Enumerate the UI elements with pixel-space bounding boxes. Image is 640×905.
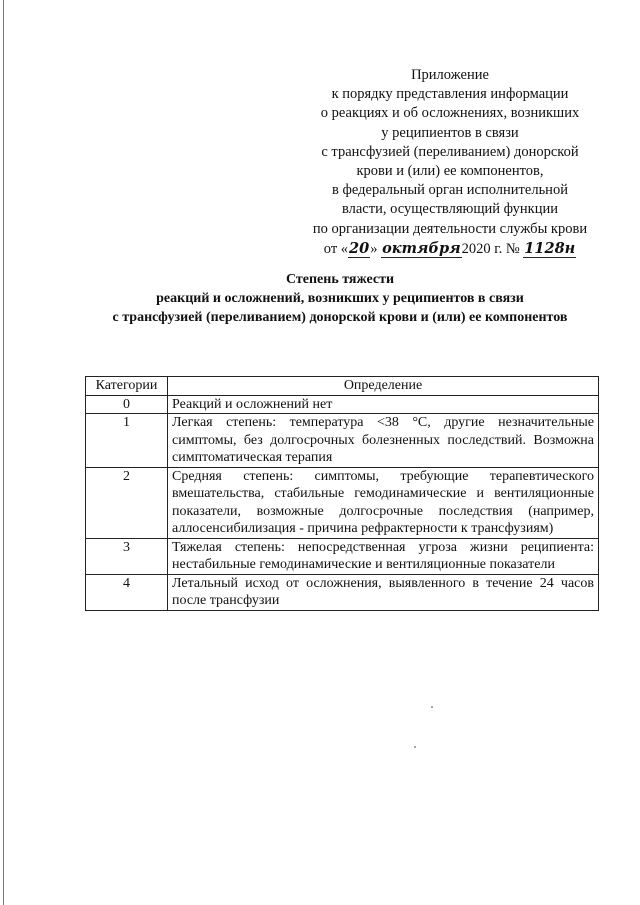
appendix-line: Приложение xyxy=(411,67,489,83)
date-separator: » xyxy=(370,240,378,257)
table-row xyxy=(86,467,599,538)
header-category: Категории xyxy=(86,377,168,396)
title-line: реакций и осложнений, возникших у реципиентов в связи xyxy=(156,291,524,306)
scan-speck xyxy=(414,746,416,748)
order-number-handwritten: 1128н xyxy=(524,239,576,257)
category-cell: 1 xyxy=(86,414,168,468)
table-row xyxy=(86,538,599,574)
page-edge xyxy=(3,0,4,905)
table-header-row xyxy=(86,377,599,396)
date-month-handwritten: октября xyxy=(382,239,461,257)
category-cell: 0 xyxy=(86,395,168,414)
severity-table xyxy=(85,376,599,611)
definition-cell: Легкая степень: температура <38 °С, другие незначительные симптомы, без долгосрочных болезненных последствий. Возможна симптоматическая терапия xyxy=(168,414,599,468)
appendix-line: с трансфузией (переливанием) донорской xyxy=(321,143,579,160)
table-row xyxy=(86,395,599,414)
appendix-line: к порядку представления информации xyxy=(331,86,569,103)
title-line: Степень тяжести xyxy=(285,272,395,287)
definition-cell: Тяжелая степень: непосредственная угроза жизни реципиента: нестабильные гемодинамические и вентиляционные показатели xyxy=(168,538,599,574)
definition-cell: Летальный исход от осложнения, выявленного в течение 24 часов после трансфузии xyxy=(168,574,599,610)
title-line: с трансфузией (переливанием) донорской крови и (или) ее компонентов xyxy=(112,310,568,325)
appendix-line: о реакциях и об осложнениях, возникших xyxy=(320,105,580,122)
table-row xyxy=(86,414,599,468)
header-definition: Определение xyxy=(168,377,599,396)
appendix-line: по организации деятельности службы крови xyxy=(312,220,588,237)
definition-cell: Реакций и осложнений нет xyxy=(168,395,599,414)
category-cell: 4 xyxy=(86,574,168,610)
appendix-header xyxy=(300,66,600,259)
date-prefix: от « xyxy=(323,240,349,257)
appendix-date-line xyxy=(300,239,600,259)
date-year: 2020 г. № xyxy=(461,240,520,257)
date-day-handwritten: 20 xyxy=(349,239,370,257)
appendix-line: власти, осуществляющий функции xyxy=(341,201,559,218)
appendix-line: у реципиентов в связи xyxy=(381,124,519,141)
document-title xyxy=(40,270,640,327)
definition-cell: Средняя степень: симптомы, требующие терапевтического вмешательства, стабильные гемодинамические и вентиляционные показатели, возможные долгосрочные последствия (например, аллосенсибилизация - причина рефрактерности к трансфузиям) xyxy=(168,467,599,538)
scan-speck xyxy=(431,706,433,708)
appendix-line: в федеральный орган исполнительной xyxy=(332,182,568,199)
appendix-line: крови и (или) ее компонентов, xyxy=(356,163,544,180)
category-cell: 3 xyxy=(86,538,168,574)
table-row xyxy=(86,574,599,610)
category-cell: 2 xyxy=(86,467,168,538)
